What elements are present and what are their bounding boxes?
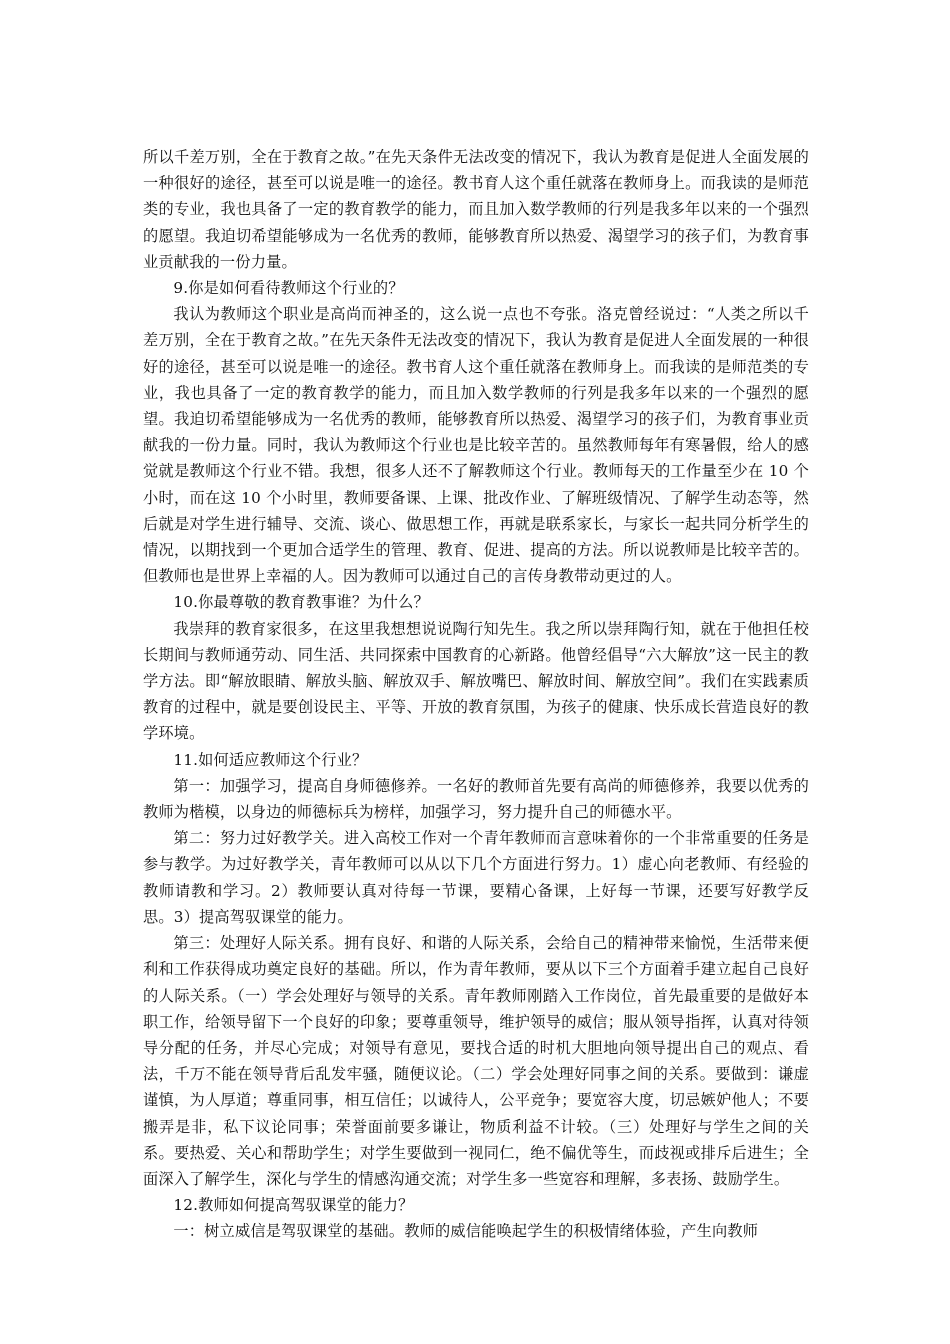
paragraph: 所以千差万别，全在于教育之故。”在先天条件无法改变的情况下，我认为教育是促进人全面发展的一种很好的途径，甚至可以说是唯一的途径。教书育人这个重任就落在教师身上。而我读的是师范类的专业，我也具备了一定的教育教学的能力，而且加入数学教师的行列是我多年以来的一个强烈的愿望。我迫切希望能够成为一名优秀的教师，能够教育所以热爱、渴望学习的孩子们，为教育事业贡献我的一份力量。 (143, 148, 809, 271)
paragraph: 我崇拜的教育家很多，在这里我想想说说陶行知先生。我之所以崇拜陶行知，就在于他担任校长期间与教师通劳动、同生活、共同探索中国教育的心新路。他曾经倡导“六大解放”这一民主的教学方法。即“解放眼睛、解放头脑、解放双手、解放嘴巴、解放时间、解放空间”。我们在实践素质教育的过程中，就是要创设民主、平等、开放的教育氛围，为孩子的健康、快乐成长营造良好的教学环境。 (143, 619, 809, 743)
paragraph: 第二：努力过好教学关。进入高校工作对一个青年教师而言意味着你的一个非常重要的任务是参与教学。为过好教学关，青年教师可以从以下几个方面进行努力。1）虚心向老教师、有经验的教师请教和学习。2）教师要认真对待每一节课，要精心备课，上好每一节课，还要写好教学反思。3）提高驾驭课堂的能力。 (143, 829, 809, 926)
document-body (143, 144, 809, 1245)
question-heading: 9.你是如何看待教师这个行业的？ (173, 279, 404, 298)
paragraph: 一：树立威信是驾驭课堂的基础。教师的威信能唤起学生的积极情绪体验，产生向教师 (173, 1222, 759, 1241)
question-heading: 12.教师如何提高驾驭课堂的能力？ (173, 1196, 414, 1215)
question-heading: 11.如何适应教师这个行业？ (173, 750, 368, 769)
paragraph: 我认为教师这个职业是高尚而神圣的，这么说一点也不夸张。洛克曾经说过：“人类之所以千差万别，全在于教育之故。”在先天条件无法改变的情况下，我认为教育是促进人全面发展的一种很好的途径，甚至可以说是唯一的途径。教书育人这个重任就落在教师身上。而我读的是师范类的专业，我也具备了一定的教育教学的能力，而且加入数学教师的行列是我多年以来的一个强烈的愿望。我迫切希望能够成为一名优秀的教师，能够教育所以热爱、渴望学习的孩子们，为教育事业贡献我的一份力量。同时，我认为教师这个行业也是比较辛苦的。虽然教师每年有寒暑假，给人的感觉就是教师这个行业不错。我想，很多人还不了解教师这个行业。教师每天的工作量至少在 10 个小时，而在这 10 个小时里，教师要备课、上课、批改作业、了解班级情况、了解学生动态等，然后就是对学生进行辅导、交流、谈心、做思想工作，再就是联系家长，与家长一起共同分析学生的情况，以期找到一个更加合适学生的管理、教育、促进、提高的方法。所以说教师是比较辛苦的。但教师也是世界上幸福的人。因为教师可以通过自己的言传身教带动更过的人。 (143, 305, 809, 586)
paragraph: 第三：处理好人际关系。拥有良好、和谐的人际关系，会给自己的精神带来愉悦，生活带来便利和工作获得成功奠定良好的基础。所以，作为青年教师，要从以下三个方面着手建立起自己良好的人际关系。（一）学会处理好与领导的关系。青年教师刚踏入工作岗位，首先最重要的是做好本职工作，给领导留下一个良好的印象；要尊重领导，维护领导的威信；服从领导指挥，认真对待领导分配的任务，并尽心完成；对领导有意见，要找合适的时机大胆地向领导提出自己的观点、看法，千万不能在领导背后乱发牢骚，随便议论。（二）学会处理好同事之间的关系。要做到：谦虚谨慎，为人厚道；尊重同事，相互信任；以诚待人，公平竞争；要宽容大度，切忌嫉妒他人；不要搬弄是非，私下议论同事；荣誉面前要多谦让，物质利益不计较。（三）处理好与学生之间的关系。要热爱、关心和帮助学生；对学生要做到一视同仁，绝不偏优等生，而歧视或排斥后进生；全面深入了解学生，深化与学生的情感沟通交流；对学生多一些宽容和理解，多表扬、鼓励学生。 (143, 934, 809, 1188)
question-heading: 10.你最尊敬的教育教事谁？为什么？ (173, 593, 429, 612)
paragraph: 第一：加强学习，提高自身师德修养。一名好的教师首先要有高尚的师德修养，我要以优秀的教师为楷模，以身边的师德标兵为榜样，加强学习，努力提升自己的师德水平。 (143, 776, 809, 822)
